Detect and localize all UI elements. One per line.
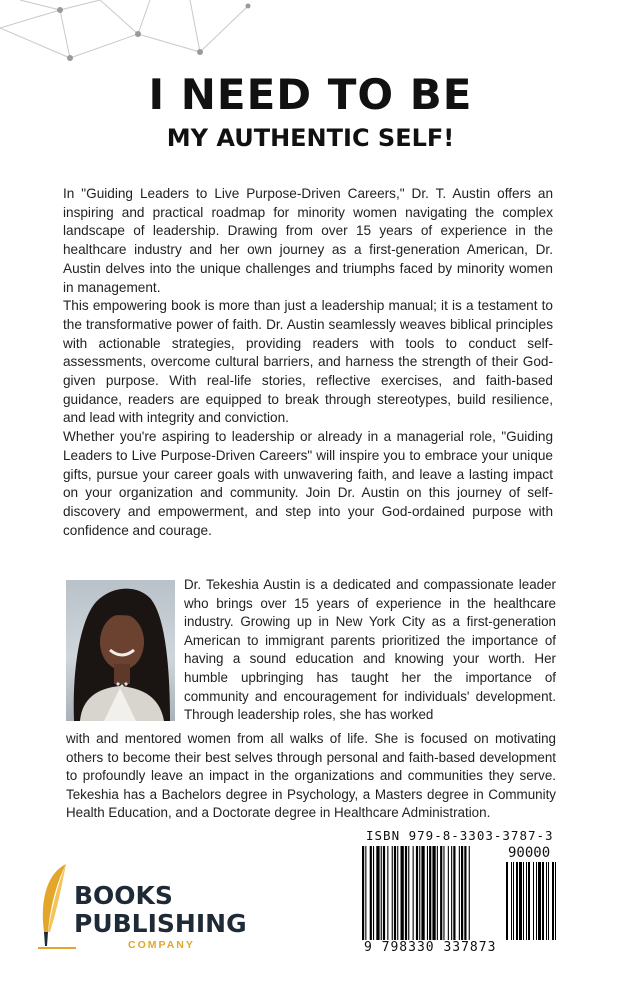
barcode-bar bbox=[440, 846, 442, 940]
blurb-paragraph: This empowering book is more than just a leadership manual; it is a testament to the transformative power of faith. Dr. Austin seamlessly weaves biblical principles with actionable strategies, providing readers with tools to conduct self-assessments, overcome cultural barriers, and harness the strength of their God-given purpose. With real-life stories, reflective exercises, and faith-based guidance, readers are equipped to break through stereotypes, build resilience, and lead with integrity and conviction. bbox=[63, 298, 553, 426]
barcode-bar bbox=[401, 846, 404, 940]
barcode-bar bbox=[383, 846, 385, 940]
barcode-bar bbox=[387, 846, 388, 940]
barcode-bar bbox=[405, 846, 407, 940]
barcode-addon-bar bbox=[513, 862, 514, 940]
publisher-name-line3: COMPANY bbox=[128, 939, 195, 951]
barcode-bar bbox=[437, 846, 438, 940]
publisher-logo bbox=[36, 862, 247, 954]
barcode-addon-bar bbox=[511, 862, 512, 940]
barcode-bar bbox=[451, 846, 452, 940]
publisher-name-line1: BOOKS bbox=[74, 881, 173, 910]
author-bio-text-continued: with and mentored women from all walks of life. She is focused on motivating others to become their best selves through personal and faith-based development to profoundly leave an impact in the organizations and communities they serve. Tekeshia has a Bachelors degree in Psychology, a Masters degree in Community Health Education, and a Doctorate degree in Healthcare Administration. bbox=[66, 731, 556, 821]
price-code: 90000 bbox=[508, 845, 551, 861]
barcode-bar bbox=[469, 846, 470, 940]
barcode-bar bbox=[459, 846, 460, 940]
quill-pen-icon bbox=[36, 862, 76, 952]
barcode-bar bbox=[427, 846, 428, 940]
barcode-addon-bar bbox=[552, 862, 554, 940]
barcode-bar bbox=[443, 846, 444, 940]
barcode-bar bbox=[397, 846, 398, 940]
barcode-bar bbox=[429, 846, 431, 940]
barcode-bar bbox=[394, 846, 396, 940]
barcode-addon-bar bbox=[538, 862, 541, 940]
cover-title-line2: MY AUTHENTIC SELF! bbox=[166, 124, 455, 152]
barcode-addon-bar bbox=[533, 862, 534, 940]
barcode-bar bbox=[416, 846, 418, 940]
author-bio-bottom bbox=[66, 730, 556, 823]
publisher-name-line2: PUBLISHING bbox=[74, 909, 247, 938]
barcode-bar bbox=[408, 846, 409, 940]
barcode-bar bbox=[365, 846, 366, 940]
barcode-bar bbox=[453, 846, 455, 940]
blurb-paragraph: In "Guiding Leaders to Live Purpose-Driven Careers," Dr. T. Austin offers an inspiring and practical roadmap for minority women navigating the complex landscape of leadership. Drawing from over 15 years of experience in the healthcare industry and her own journey as a first-generation American, Dr. Austin delves into the unique challenges and triumphs faced by minority women in management. bbox=[63, 186, 553, 295]
network-lines-decoration bbox=[0, 0, 260, 70]
author-bio-text: Dr. Tekeshia Austin is a dedicated and compassionate leader who brings over 15 years of experience in the healthcare industry. Growing up in New York City as a first-generation American to immigrant parents prioritized the importance of having a sound education and knowing your worth. Her humble upbringing has taught her the importance of community and encouragement for individuals' development. Through leadership roles, she has worked bbox=[184, 577, 556, 723]
barcode-addon-bar bbox=[536, 862, 537, 940]
barcode-bar bbox=[381, 846, 382, 940]
barcode-addon-bar bbox=[516, 862, 518, 940]
barcode-addon-bar bbox=[542, 862, 544, 940]
barcode-addon-bar bbox=[546, 862, 547, 940]
blurb-paragraph: Whether you're aspiring to leadership or already in a managerial role, "Guiding Leaders to Live Purpose-Driven Careers" will inspire you to embrace your unique gifts, pursue your career goals with unwavering faith, and leave a lasting impact on your organization and community. Join Dr. Austin on this journey of self-discovery and empowerment, and step into your God-ordained purpose with confidence and courage. bbox=[63, 429, 553, 538]
author-photo bbox=[66, 580, 175, 721]
author-bio-side bbox=[184, 576, 556, 725]
barcode-bar bbox=[419, 846, 420, 940]
barcode-bar bbox=[362, 846, 364, 940]
barcode-bar bbox=[373, 846, 374, 940]
barcode-bar bbox=[464, 846, 466, 940]
barcode-addon-bar bbox=[548, 862, 549, 940]
barcode-addon-bar bbox=[523, 862, 524, 940]
barcode-bar bbox=[448, 846, 449, 940]
barcode-addon-bar bbox=[526, 862, 527, 940]
isbn-text: ISBN 979-8-3303-3787-3 bbox=[366, 828, 554, 843]
barcode-addon-bar bbox=[528, 862, 530, 940]
barcode-bar bbox=[392, 846, 393, 940]
isbn-barcode bbox=[360, 828, 560, 958]
barcode-bar bbox=[413, 846, 414, 940]
ean-digits: 9 798330 337873 bbox=[364, 940, 497, 955]
barcode-addon-bar bbox=[555, 862, 556, 940]
barcode-bar bbox=[421, 846, 424, 940]
barcode-addon-bar bbox=[519, 862, 522, 940]
barcode-bar bbox=[370, 846, 372, 940]
barcode-addon-bar bbox=[506, 862, 508, 940]
barcode-bars bbox=[360, 846, 560, 942]
barcode-bar bbox=[376, 846, 379, 940]
barcode-bar bbox=[432, 846, 435, 940]
cover-title-line1: I NEED TO BE bbox=[148, 70, 473, 119]
book-blurb bbox=[63, 185, 553, 540]
barcode-bar bbox=[461, 846, 463, 940]
